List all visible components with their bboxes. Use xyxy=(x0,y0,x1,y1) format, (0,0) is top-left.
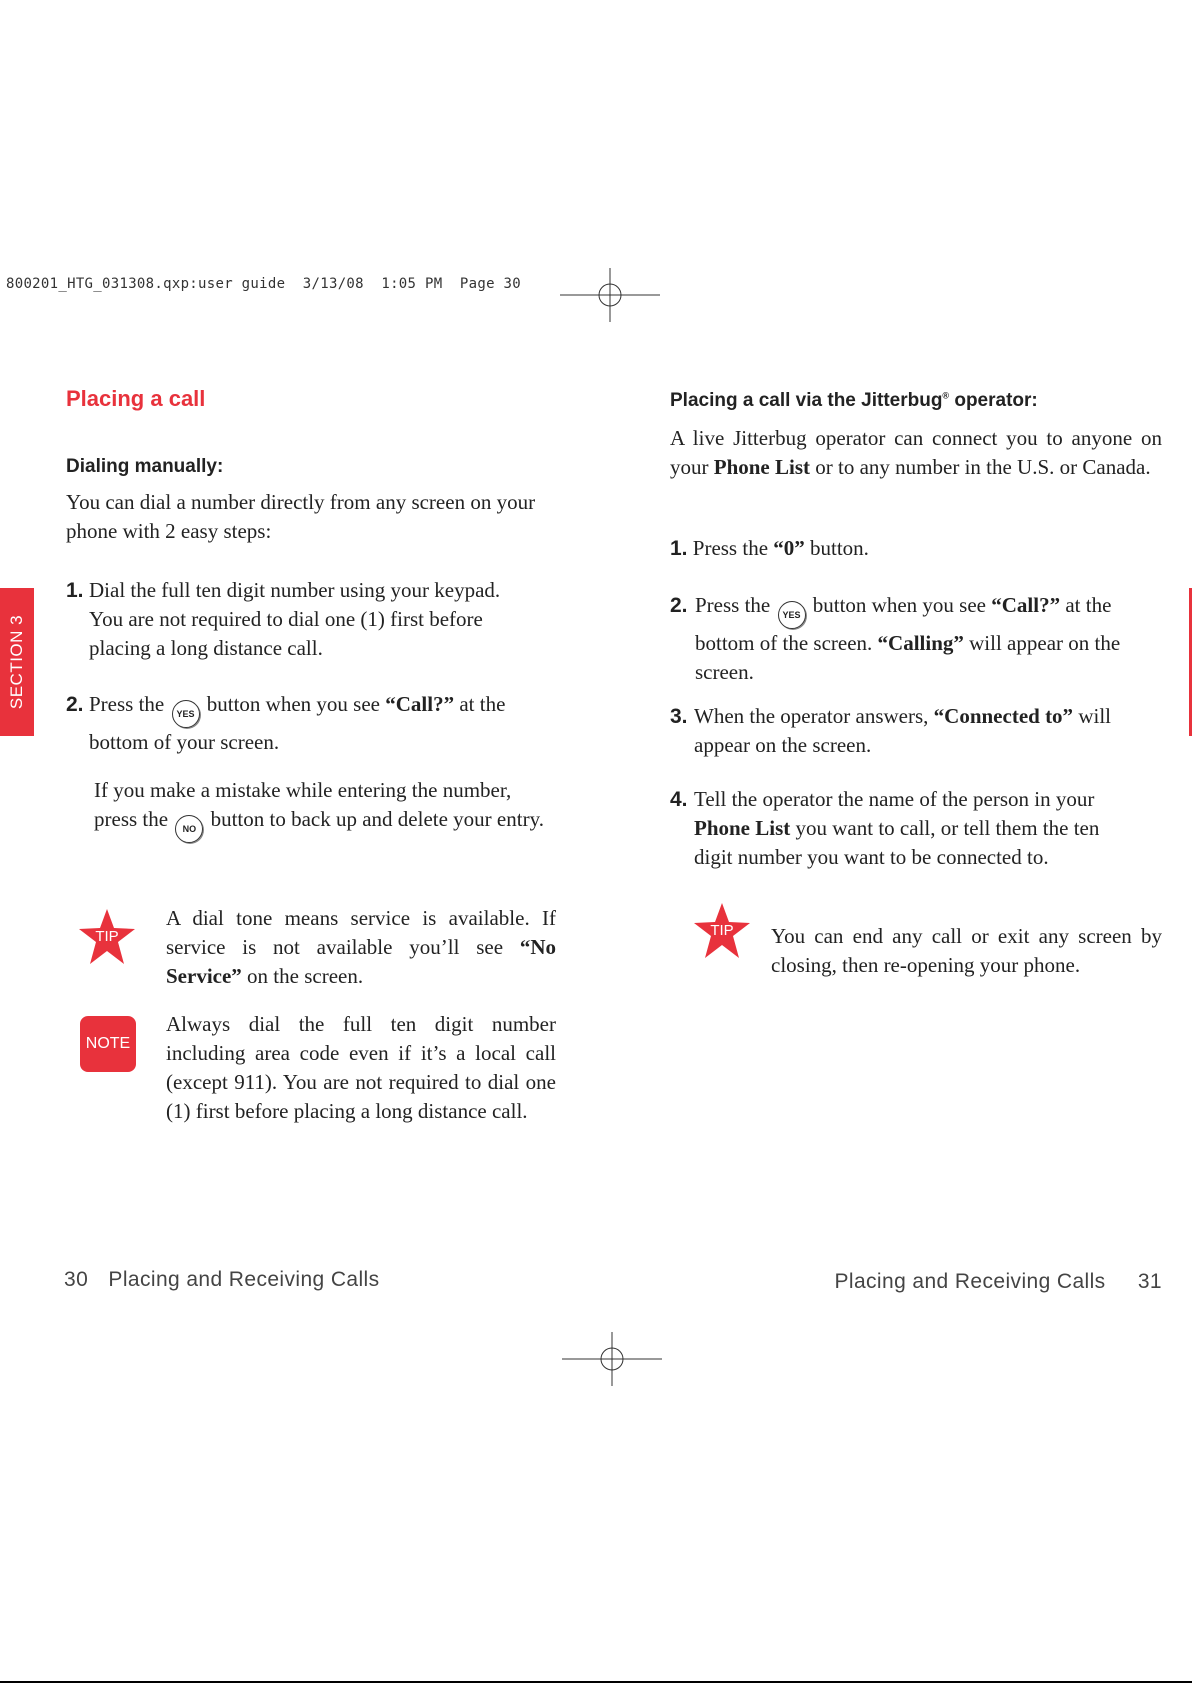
operator-step-2-c: at the bottom of the screen. xyxy=(695,593,1112,655)
footer-right xyxy=(834,1270,1162,1294)
tip-badge-left xyxy=(78,908,136,971)
printer-slug: 800201_HTG_031308.qxp:user guide 3/13/08 1:05 PM Page 30 xyxy=(6,276,521,292)
step-2-number: 2. xyxy=(66,693,84,716)
note-badge: NOTE xyxy=(80,1016,136,1072)
step-2-text-b: button when you see xyxy=(206,692,380,716)
no-service-text: “No Service” xyxy=(166,935,556,988)
tip-text-left xyxy=(166,904,556,991)
intro-paragraph: You can dial a number directly from any screen on your phone with 2 easy steps: xyxy=(66,490,536,543)
bottom-rule xyxy=(0,1681,1192,1683)
crop-mark-top xyxy=(560,268,660,322)
page-number-left: 30 xyxy=(64,1268,89,1291)
operator-step-3 xyxy=(670,702,1162,760)
step-1-number: 1. xyxy=(66,579,84,602)
zero-button-text: “0” xyxy=(773,536,805,560)
note-text: Always dial the full ten digit number including area code even if it’s a local call (except 911). You are not required to dial one (1) first before placing a long distance call. xyxy=(166,1012,556,1123)
page-number-right: 31 xyxy=(1137,1270,1162,1293)
operator-step-1-a: Press the xyxy=(692,536,769,560)
operator-step-2-number: 2. xyxy=(670,594,688,617)
tip-label-right: TIP xyxy=(710,922,734,939)
page-title: Placing a call xyxy=(66,386,206,411)
step-2 xyxy=(66,690,556,757)
step-1 xyxy=(66,576,556,663)
operator-step-2-a: Press the xyxy=(695,593,771,617)
operator-intro-a: A live Jitterbug operator can connect you to anyone on your xyxy=(670,426,1162,479)
call-prompt-text: “Call?” xyxy=(385,692,455,716)
mistake-text-b: button to back up and delete your entry. xyxy=(210,807,544,831)
operator-step-3-text xyxy=(694,702,1162,760)
mistake-text-a: If you make a mistake while entering the number, press the xyxy=(94,778,512,831)
footer-right-title: Placing and Receiving Calls xyxy=(834,1270,1106,1293)
footer-left xyxy=(64,1268,380,1292)
step-2-text-a: Press the xyxy=(89,692,165,716)
operator-step-2-text xyxy=(695,591,1162,687)
operator-step-1 xyxy=(670,534,1162,563)
call-prompt-text: “Call?” xyxy=(991,593,1061,617)
footer-left-title: Placing and Receiving Calls xyxy=(108,1268,380,1291)
subheading-operator-b: operator: xyxy=(949,390,1038,411)
operator-step-1-b: button. xyxy=(810,536,869,560)
tip-text-right: You can end any call or exit any screen by closing, then re-opening your phone. xyxy=(771,924,1162,977)
step-2-text xyxy=(89,690,556,757)
calling-text: “Calling” xyxy=(877,631,964,655)
operator-step-4 xyxy=(670,785,1162,872)
operator-step-2-d: will appear on the screen. xyxy=(695,631,1121,684)
tip-text-left-b: on the screen. xyxy=(247,964,364,988)
operator-step-4-b: you want to call, or tell them the ten digit number you want to be connected to. xyxy=(694,816,1100,869)
connected-to-text: “Connected to” xyxy=(933,704,1074,728)
subheading-dialing-manually: Dialing manually: xyxy=(66,456,224,477)
operator-step-4-a: Tell the operator the name of the person in your xyxy=(694,787,1095,811)
section-tab xyxy=(0,588,34,736)
subheading-operator-a: Placing a call via the Jitterbug xyxy=(670,390,943,411)
operator-step-2 xyxy=(670,591,1162,687)
subheading-operator xyxy=(670,390,1038,412)
operator-step-3-a: When the operator answers, xyxy=(694,704,929,728)
crop-mark-bottom xyxy=(562,1332,662,1386)
tip-label-left: TIP xyxy=(95,928,119,945)
operator-intro-b: or to any number in the U.S. or Canada. xyxy=(815,455,1151,479)
phone-list-text: Phone List xyxy=(694,816,791,840)
section-tab-label: SECTION 3 xyxy=(7,614,26,710)
operator-step-3-b: will appear on the screen. xyxy=(694,704,1111,757)
operator-step-1-number: 1. xyxy=(670,537,688,560)
operator-step-2-b: button when you see xyxy=(812,593,986,617)
yes-button-icon: YES xyxy=(778,601,806,629)
yes-button-icon: YES xyxy=(172,700,200,728)
operator-intro xyxy=(670,424,1162,482)
operator-step-4-number: 4. xyxy=(670,788,688,811)
operator-step-3-number: 3. xyxy=(670,705,688,728)
tip-badge-right xyxy=(693,902,751,965)
tip-text-left-a: A dial tone means service is available. If service is not available you’ll see xyxy=(166,906,556,959)
registered-mark: ® xyxy=(942,390,950,401)
operator-step-4-text xyxy=(694,785,1142,872)
step-2-text-c: at the bottom of your screen. xyxy=(89,692,506,754)
step-1-text: Dial the full ten digit number using your keypad. You are not required to dial one (1) first before placing a long distance call. xyxy=(89,578,501,660)
no-button-icon: NO xyxy=(175,815,203,843)
mistake-paragraph xyxy=(94,776,556,843)
phone-list-text: Phone List xyxy=(713,455,811,479)
